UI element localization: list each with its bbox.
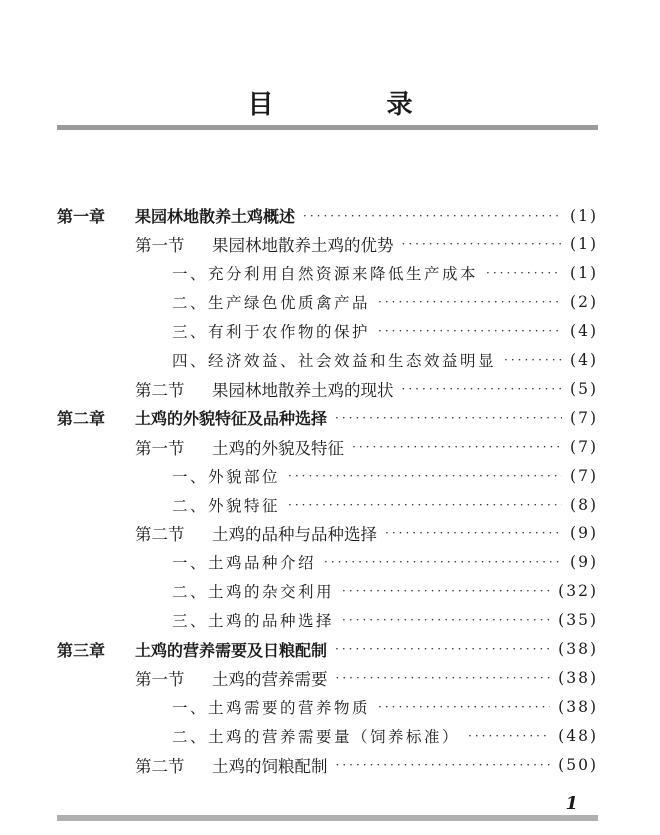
- toc-leader-dots: [402, 382, 563, 396]
- toc-entry-page: (7): [570, 408, 598, 427]
- toc-leader-dots: [288, 498, 562, 512]
- toc-entry-number: 三、: [172, 323, 209, 342]
- toc-entry-number: 一、: [172, 467, 209, 486]
- toc-entry-title: 土鸡的品种与品种选择: [212, 525, 377, 545]
- toc-entry-page: (38): [558, 640, 598, 658]
- toc-item-row[interactable]: [172, 692, 598, 721]
- toc-leader-dots: [378, 700, 550, 714]
- toc-entry-title: 生产绿色优质禽产品: [208, 294, 371, 313]
- toc-section-row[interactable]: [135, 230, 598, 259]
- toc-leader-dots: [303, 209, 562, 223]
- toc-entry-page: (1): [570, 206, 598, 225]
- toc-entry-number: 二、: [172, 496, 209, 515]
- toc-item-row[interactable]: [172, 490, 598, 519]
- toc-entry-page: (9): [570, 524, 598, 543]
- toc-entry-title: 土鸡的品种选择: [208, 612, 335, 631]
- toc-leader-dots: [342, 584, 550, 598]
- toc-leader-dots: [385, 526, 562, 540]
- toc-entry-number: 第二章: [57, 409, 106, 429]
- toc-section-row[interactable]: [135, 432, 598, 461]
- toc-leader-dots: [504, 353, 562, 367]
- toc-entry-title: 土鸡品种介绍: [208, 554, 317, 573]
- toc-entry-page: (1): [570, 235, 598, 254]
- toc-entry-page: (5): [570, 379, 598, 398]
- toc-entry-title: 土鸡的杂交利用: [208, 583, 335, 602]
- toc-entry-page: (4): [570, 351, 598, 369]
- toc-entry-number: 二、: [172, 727, 209, 746]
- toc-item-row[interactable]: [172, 259, 598, 288]
- page-number: 1: [565, 793, 578, 814]
- footer-bar: [57, 815, 598, 821]
- toc-leader-dots: [342, 613, 550, 627]
- toc-item-row[interactable]: [172, 461, 598, 490]
- toc-section-row[interactable]: [135, 750, 598, 779]
- toc-entry-title: 经济效益、社会效益和生态效益明显: [208, 352, 497, 370]
- toc-entry-page: (35): [558, 611, 598, 630]
- toc-entry-number: 第三章: [57, 640, 106, 660]
- toc-entry-title: 果园林地散养土鸡的优势: [212, 236, 394, 256]
- toc-section-row[interactable]: [135, 374, 598, 403]
- toc-entry-page: (32): [558, 582, 598, 601]
- toc-entry-number: 第一节: [135, 438, 185, 458]
- toc-entry-title: 有利于农作物的保护: [208, 323, 371, 342]
- toc-leader-dots: [468, 729, 550, 743]
- toc-entry-title: 土鸡的外貌特征及品种选择: [135, 409, 328, 429]
- toc-chapter-row[interactable]: [57, 201, 598, 230]
- toc-leader-dots: [378, 324, 562, 338]
- toc-leader-dots: [335, 411, 562, 425]
- toc-leader-dots: [402, 237, 563, 251]
- toc-leader-dots: [324, 555, 562, 569]
- toc-entry-title: 土鸡的营养需要及日粮配制: [135, 640, 328, 660]
- toc-leader-dots: [352, 440, 562, 454]
- toc-entry-title: 外貌特征: [208, 496, 281, 515]
- toc-entry-title: 土鸡的营养需要: [212, 669, 328, 689]
- toc-entry-page: (38): [558, 697, 598, 716]
- page-title: 目 录: [247, 90, 465, 120]
- toc-entry-number: 一、: [172, 554, 209, 573]
- toc-entry-number: 第一节: [135, 236, 185, 256]
- toc-section-row[interactable]: [135, 519, 598, 548]
- toc-entry-number: 第二节: [135, 756, 185, 776]
- toc-entry-title: 土鸡的营养需要量（饲养标准）: [208, 727, 461, 746]
- toc-entry-title: 土鸡的外貌及特征: [212, 438, 344, 458]
- toc-item-row[interactable]: [172, 288, 598, 317]
- toc-leader-dots: [336, 671, 551, 685]
- title-underline: [57, 125, 598, 130]
- toc-entry-number: 第一章: [57, 207, 106, 226]
- toc-entry-title: 土鸡的饲粮配制: [212, 756, 328, 776]
- toc-item-row[interactable]: [172, 577, 598, 606]
- toc-entry-number: 第一节: [135, 669, 185, 689]
- toc-entry-title: 果园林地散养土鸡概述: [135, 207, 296, 226]
- toc-entry-title: 土鸡需要的营养物质: [208, 698, 371, 717]
- toc-section-row[interactable]: [135, 663, 598, 692]
- toc-item-row[interactable]: [172, 346, 598, 375]
- toc-entry-number: 三、: [172, 612, 209, 631]
- toc-entry-number: 四、: [172, 352, 209, 370]
- toc-item-row[interactable]: [172, 606, 598, 635]
- toc-chapter-row[interactable]: [57, 403, 598, 432]
- toc-entry-number: 第二节: [135, 525, 185, 545]
- toc-leader-dots: [288, 469, 562, 483]
- toc-entry-number: 一、: [172, 698, 209, 717]
- toc-entry-number: 二、: [172, 294, 209, 313]
- toc-entry-page: (1): [570, 264, 598, 283]
- toc-entry-number: 一、: [172, 265, 209, 284]
- toc-entry-page: (38): [558, 668, 598, 687]
- toc-leader-dots: [336, 758, 551, 772]
- toc-entry-page: (2): [570, 293, 598, 312]
- toc-entry-page: (8): [570, 495, 598, 514]
- toc-entry-page: (7): [570, 466, 598, 485]
- toc-entry-number: 第二节: [135, 380, 185, 400]
- toc-entry-page: (50): [558, 755, 598, 774]
- toc-leader-dots: [378, 295, 562, 309]
- toc-leader-dots: [335, 642, 550, 656]
- toc-entry-page: (4): [570, 322, 598, 341]
- toc-entry-title: 外貌部位: [208, 467, 281, 486]
- toc-item-row[interactable]: [172, 317, 598, 346]
- toc-item-row[interactable]: [172, 548, 598, 577]
- toc-item-row[interactable]: [172, 721, 598, 750]
- toc-chapter-row[interactable]: [57, 635, 598, 664]
- toc-entry-title: 果园林地散养土鸡的现状: [212, 380, 394, 400]
- toc-entry-page: (48): [558, 726, 598, 745]
- toc-entry-page: (9): [570, 553, 598, 572]
- toc-entry-number: 二、: [172, 583, 209, 602]
- toc-leader-dots: [486, 266, 562, 280]
- toc-entry-page: (7): [570, 437, 598, 456]
- toc-entry-title: 充分利用自然资源来降低生产成本: [208, 265, 479, 284]
